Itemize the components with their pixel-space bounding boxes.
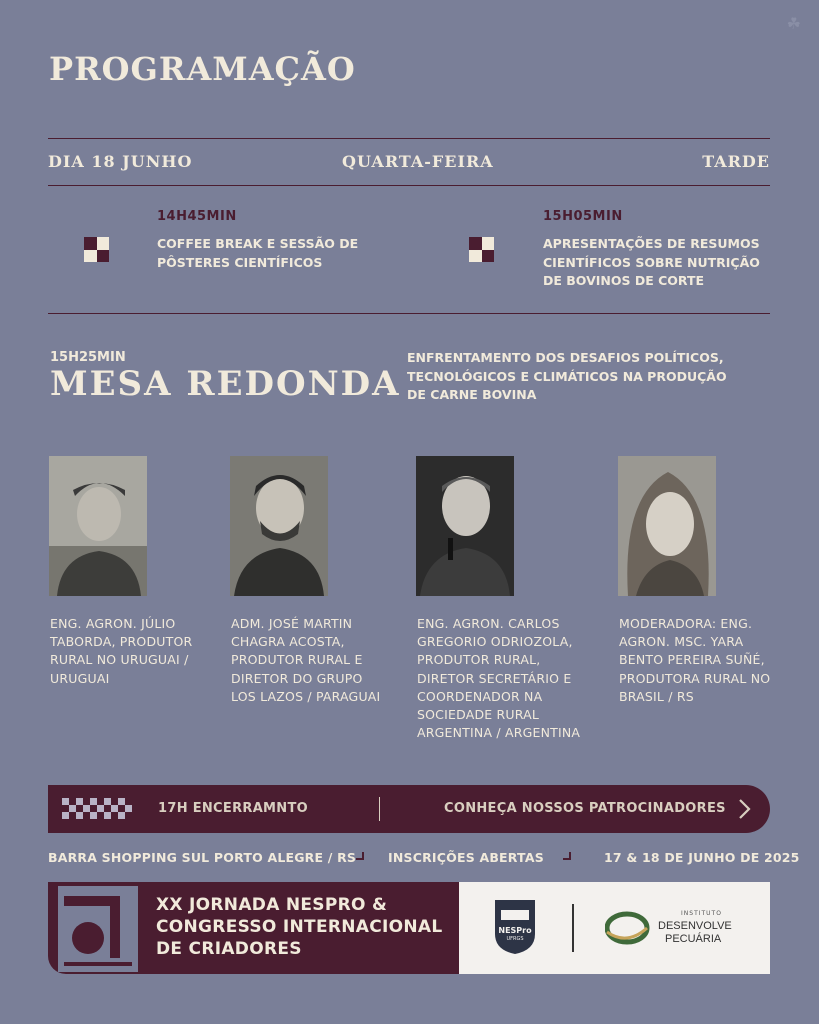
dates-text: 17 & 18 DE JUNHO DE 2025 bbox=[604, 850, 800, 865]
day-row bbox=[48, 152, 770, 174]
schedule-text: APRESENTAÇÕES DE RESUMOS CIENTÍFICOS SOBRE NUTRIÇÃO DE BOVINOS DE CORTE bbox=[543, 236, 760, 288]
speaker-bio: ENG. AGRON. CARLOS GREGORIO ODRIOZOLA, PRODUTOR RURAL, DIRETOR SECRETÁRIO E COORDENADOR NA SOCIEDADE RURAL ARGENTINA / ARGENTINA bbox=[417, 616, 581, 741]
closing-time: 17H ENCERRAMNTO bbox=[158, 801, 308, 816]
schedule-text: COFFEE BREAK E SESSÃO DE PÔSTERES CIENTÍFICOS bbox=[157, 236, 359, 270]
registration-text: INSCRIÇÕES ABERTAS bbox=[388, 850, 544, 865]
speaker-bio: MODERADORA: ENG. AGRON. MSC. YARA BENTO PEREIRA SUÑÉ, PRODUTORA RURAL NO BRASIL / RS bbox=[619, 616, 771, 704]
event-logo-icon bbox=[58, 886, 138, 972]
corner-mark-icon bbox=[356, 852, 364, 860]
speaker-photo bbox=[416, 456, 514, 596]
speaker-photo bbox=[618, 456, 716, 596]
nespro-logo bbox=[493, 898, 537, 956]
instituto-line1: DESENVOLVE bbox=[658, 920, 732, 932]
speaker-photo bbox=[49, 456, 147, 596]
divider bbox=[572, 904, 574, 952]
schedule-time: 14H45MIN bbox=[157, 209, 237, 224]
nespro-logo-sub: UFRGS bbox=[506, 936, 524, 942]
divider bbox=[379, 797, 380, 821]
checker-icon bbox=[84, 237, 109, 262]
day-period: TARDE bbox=[702, 152, 770, 171]
instituto-small: INSTITUTO bbox=[681, 910, 722, 917]
event-name: XX JORNADA NESPRO & CONGRESSO INTERNACIONAL DE CRIADORES bbox=[156, 895, 443, 959]
schedule-time: 15H05MIN bbox=[543, 209, 623, 224]
day-weekday: QUARTA-FEIRA bbox=[342, 152, 494, 171]
sponsors-bar bbox=[48, 785, 770, 833]
day-date: DIA 18 JUNHO bbox=[48, 152, 193, 171]
instituto-logo-icon bbox=[605, 910, 651, 946]
checker-icon bbox=[469, 237, 494, 262]
chevron-right-icon[interactable] bbox=[734, 797, 756, 821]
page-title: PROGRAMAÇÃO bbox=[49, 50, 356, 88]
checker-pattern-icon bbox=[62, 798, 132, 820]
mesa-description: ENFRENTAMENTO DOS DESAFIOS POLÍTICOS, TECNOLÓGICOS E CLIMÁTICOS NA PRODUÇÃO DE CARNE BOVINA bbox=[407, 350, 727, 402]
sponsor-logos bbox=[459, 882, 770, 974]
deer-icon: ☘ bbox=[786, 14, 801, 33]
speaker-bio: ENG. AGRON. JÚLIO TABORDA, PRODUTOR RURAL NO URUGUAI / URUGUAI bbox=[50, 616, 193, 686]
instituto-line2: PECUÁRIA bbox=[665, 933, 722, 945]
divider bbox=[48, 185, 770, 186]
speaker-bio: ADM. JOSÉ MARTIN CHAGRA ACOSTA, PRODUTOR RURAL E DIRETOR DO GRUPO LOS LAZOS / PARAGUAI bbox=[231, 616, 381, 704]
divider bbox=[48, 313, 770, 314]
nespro-logo-text: NESPro bbox=[498, 926, 532, 935]
mesa-time: 15H25MIN bbox=[50, 350, 126, 365]
corner-mark-icon bbox=[563, 852, 571, 860]
sponsors-link[interactable]: CONHEÇA NOSSOS PATROCINADORES bbox=[444, 801, 726, 816]
mesa-title: MESA REDONDA bbox=[50, 364, 401, 404]
speaker-photo bbox=[230, 456, 328, 596]
event-banner bbox=[48, 882, 459, 974]
location-text: BARRA SHOPPING SUL PORTO ALEGRE / RS bbox=[48, 850, 357, 865]
divider bbox=[48, 138, 770, 139]
